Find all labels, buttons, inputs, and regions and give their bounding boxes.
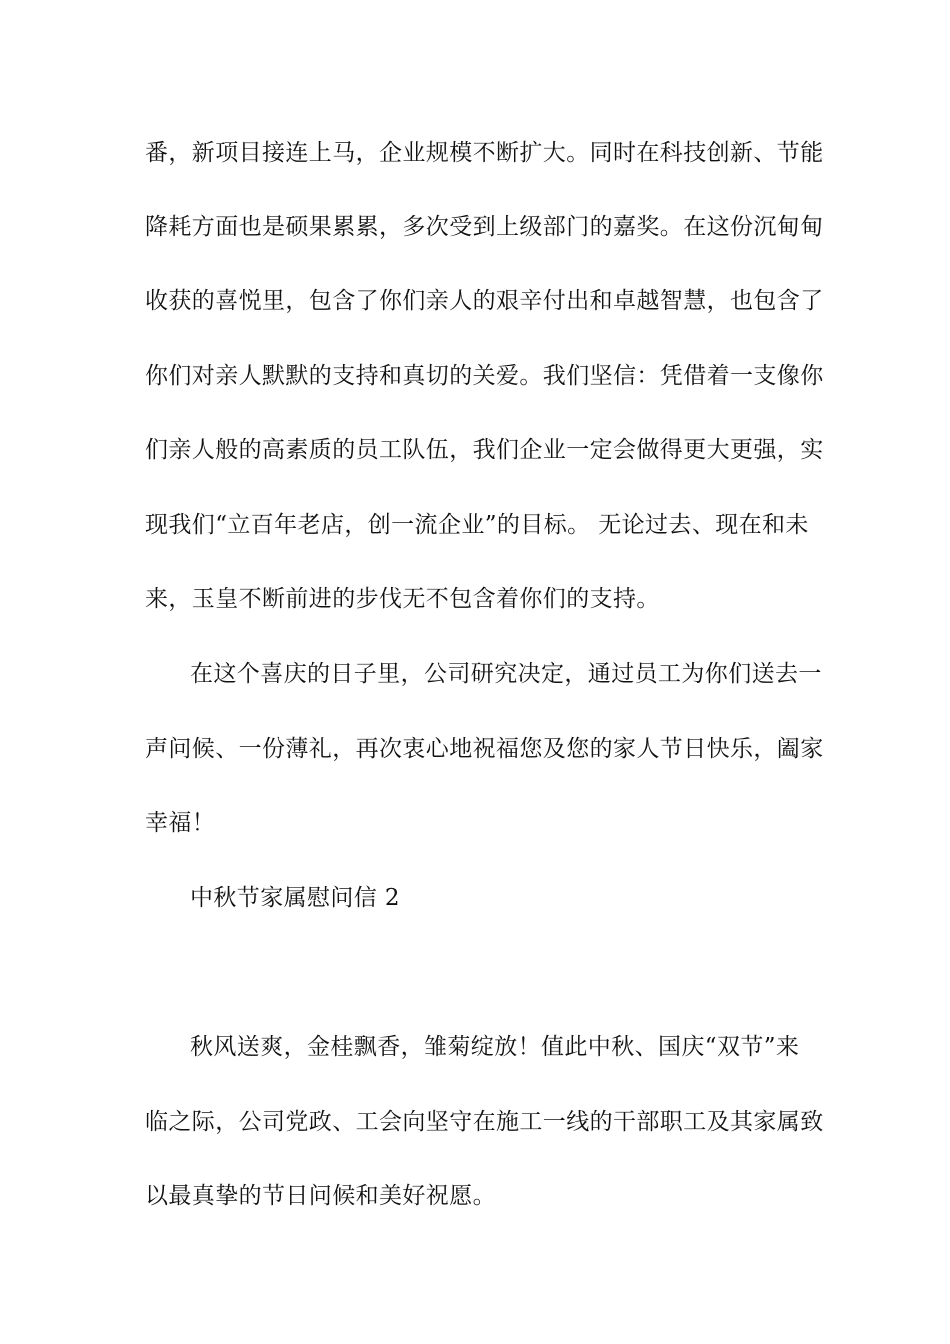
paragraph-3-line-2: 临之际，公司党政、工会向坚守在施工一线的干部职工及其家属致 <box>145 1109 824 1135</box>
paragraph-1-line-6: 现我们“立百年老店，创一流企业”的目标。 无论过去、现在和未 <box>145 512 809 538</box>
paragraph-3-line-3: 以最真挚的节日问候和美好祝愿。 <box>145 1183 496 1209</box>
paragraph-3-line-1: 秋风送爽，金桂飘香，雏菊绽放！值此中秋、国庆“双节”来 <box>190 1034 800 1060</box>
paragraph-1-line-7: 来，玉皇不断前进的步伐无不包含着你们的支持。 <box>145 586 660 612</box>
paragraph-2-line-2: 声问候、一份薄礼，再次衷心地祝福您及您的家人节日快乐，阖家 <box>145 736 824 762</box>
paragraph-1-line-5: 们亲人般的高素质的员工队伍，我们企业一定会做得更大更强，实 <box>145 437 824 463</box>
section-title: 中秋节家属慰问信 2 <box>190 885 400 911</box>
paragraph-1-line-4: 你们对亲人默默的支持和真切的关爱。我们坚信：凭借着一支像你 <box>145 363 824 389</box>
paragraph-1-line-1: 番，新项目接连上马，企业规模不断扩大。同时在科技创新、节能 <box>145 140 824 166</box>
paragraph-2-line-3: 幸福！ <box>145 810 216 836</box>
paragraph-1-line-3: 收获的喜悦里，包含了你们亲人的艰辛付出和卓越智慧，也包含了 <box>145 288 824 314</box>
paragraph-1-line-2: 降耗方面也是硕果累累，多次受到上级部门的嘉奖。在这份沉甸甸 <box>145 214 824 240</box>
paragraph-2-line-1: 在这个喜庆的日子里，公司研究决定，通过员工为你们送去一 <box>190 661 822 687</box>
